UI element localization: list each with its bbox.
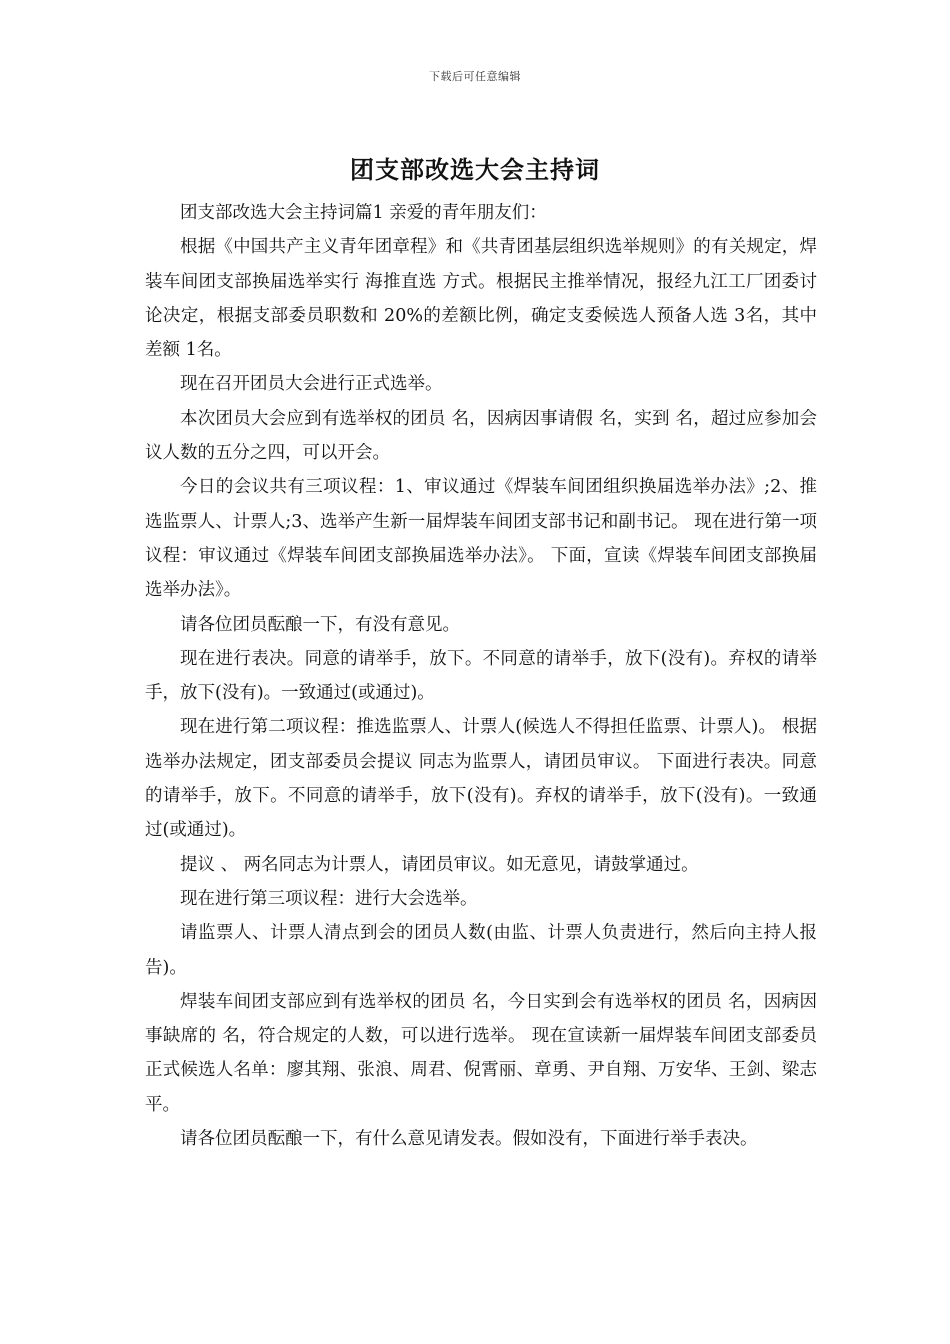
paragraph-8: 现在进行第二项议程：推选监票人、计票人(候选人不得担任监票、计票人)。 根据选举办法规定，团支部委员会提议 同志为监票人，请团员审议。 下面进行表决。同意的请举手，放下。不同意的请举手，放下(没有)。弃权的请举手，放下(没有)。一致通过(或通过)。 — [145, 717, 817, 841]
paragraph-2: 根据《中国共产主义青年团章程》和《共青团基层组织选举规则》的有关规定，焊装车间团支部换届选举实行 海推直选 方式。根据民主推举情况，报经九江工厂团委讨论决定，根据支部委员职数和 20%的差额比例，确定支委候选人预备人选 3名，其中差额 1名。 — [145, 237, 817, 361]
paragraph-5: 今日的会议共有三项议程：1、审议通过《焊装车间团组织换届选举办法》;2、推选监票人、计票人;3、选举产生新一届焊装车间团支部书记和副书记。 现在进行第一项议程：审议通过《焊装车间团支部换届选举办法》。 下面，宣读《焊装车间团支部换届选举办法》。 — [145, 477, 817, 601]
document-body — [145, 196, 817, 1156]
paragraph-6: 请各位团员酝酿一下，有没有意见。 — [180, 614, 460, 635]
document-title: 团支部改选大会主持词 — [350, 155, 600, 184]
paragraph-13: 请各位团员酝酿一下，有什么意见请发表。假如没有，下面进行举手表决。 — [180, 1129, 758, 1150]
paragraph-1: 团支部改选大会主持词篇1 亲爱的青年朋友们： — [180, 203, 547, 223]
paragraph-3: 现在召开团员大会进行正式选举。 — [180, 374, 443, 395]
paragraph-4: 本次团员大会应到有选举权的团员 名，因病因事请假 名，实到 名，超过应参加会议人数的五分之四，可以开会。 — [145, 408, 817, 464]
paragraph-11: 请监票人、计票人清点到会的团员人数(由监、计票人负责进行，然后向主持人报告)。 — [145, 923, 817, 978]
paragraph-10: 现在进行第三项议程：进行大会选举。 — [180, 888, 478, 909]
paragraph-7: 现在进行表决。同意的请举手，放下。不同意的请举手，放下(没有)。弃权的请举手，放下(没有)。一致通过(或通过)。 — [145, 648, 817, 704]
paragraph-12: 焊装车间团支部应到有选举权的团员 名，今日实到会有选举权的团员 名，因病因事缺席的 名，符合规定的人数，可以进行选举。 现在宣读新一届焊装车间团支部委员正式候选人名单：廖其翔、张浪、周君、倪霄丽、章勇、尹自翔、万安华、王剑、梁志平。 — [145, 991, 817, 1115]
header-note: 下载后可任意编辑 — [429, 70, 521, 83]
paragraph-9: 提议 、 两名同志为计票人，请团员审议。如无意见，请鼓掌通过。 — [180, 854, 699, 875]
